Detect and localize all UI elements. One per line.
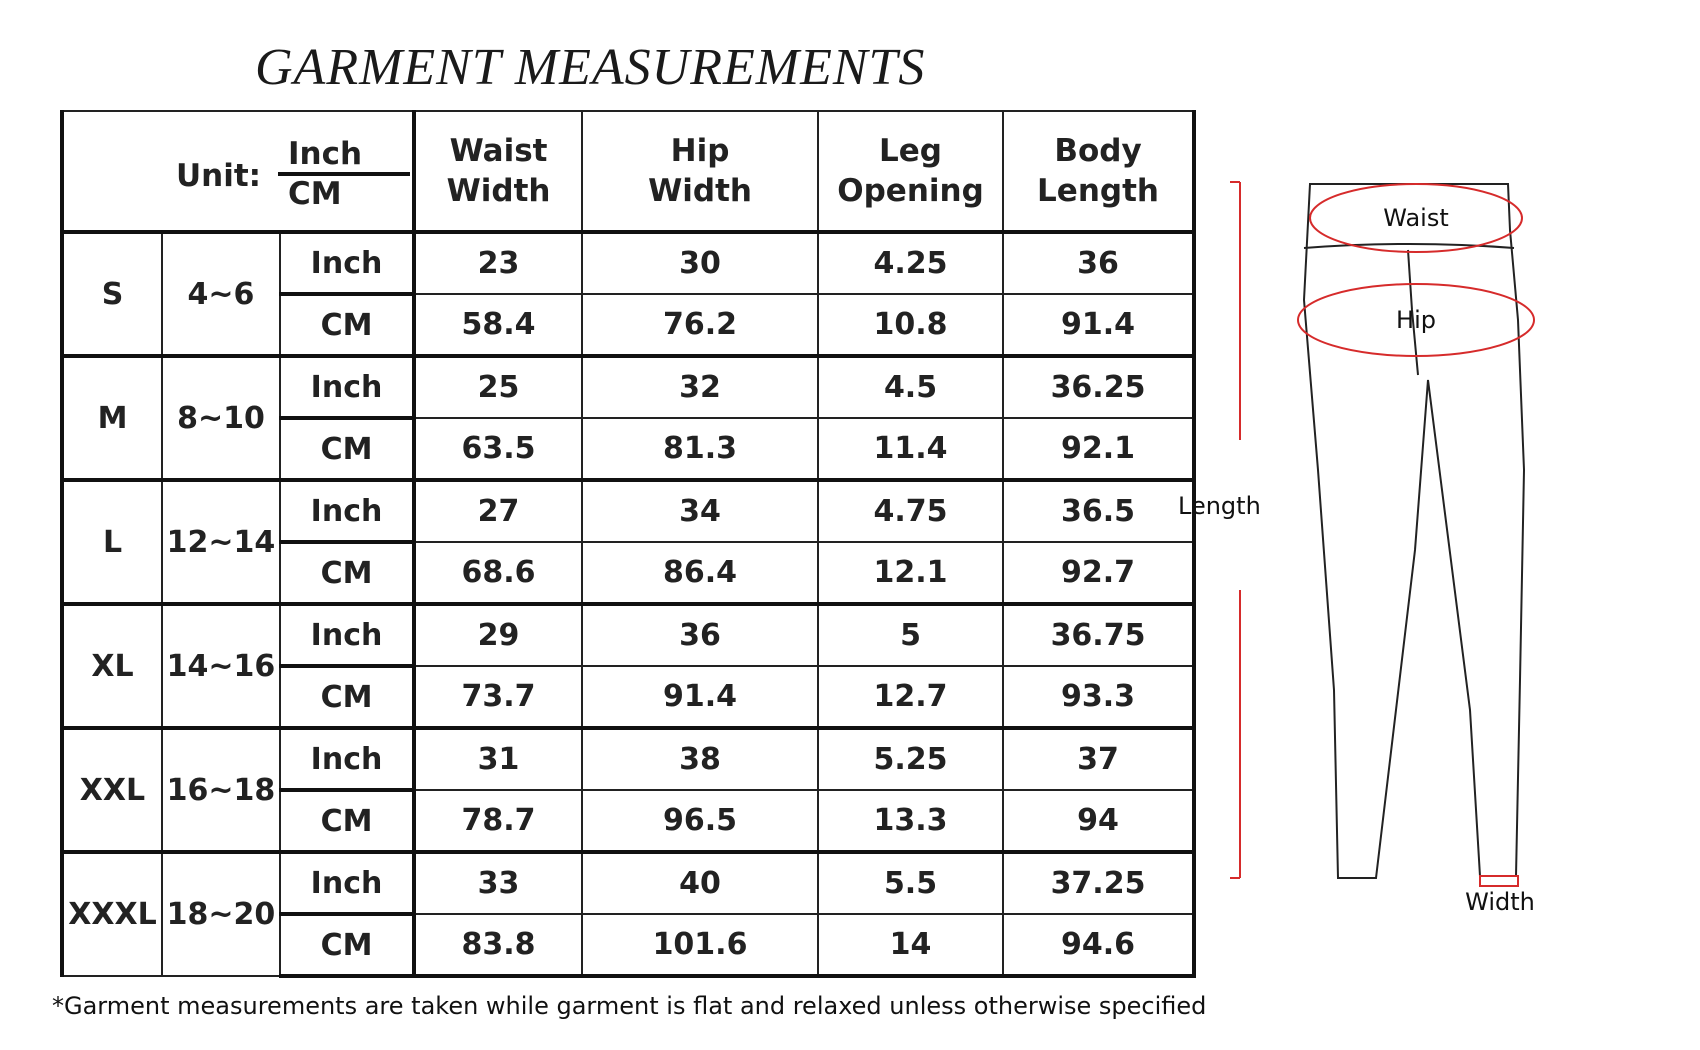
measurement-leg-cell: 13.3 <box>818 790 1003 852</box>
measurement-waist-cell: 29 <box>414 604 582 666</box>
size-cell: XXXL <box>62 852 162 976</box>
measurement-waist-cell: 78.7 <box>414 790 582 852</box>
size-cell: M <box>62 356 162 480</box>
measurement-length-cell: 91.4 <box>1003 294 1194 356</box>
size-chart-table <box>60 110 1196 978</box>
unit-cell: CM <box>280 418 414 480</box>
unit-inch-label: Inch <box>288 136 363 172</box>
measurement-leg-cell: 4.5 <box>818 356 1003 418</box>
measurement-length-cell: 37.25 <box>1003 852 1194 914</box>
measurement-waist-cell: 58.4 <box>414 294 582 356</box>
measurement-length-cell: 92.1 <box>1003 418 1194 480</box>
measurement-waist-cell: 27 <box>414 480 582 542</box>
measurement-hip-cell: 38 <box>582 728 818 790</box>
measurement-length-cell: 94.6 <box>1003 914 1194 976</box>
col-header-leg: Leg Opening <box>818 111 1003 232</box>
measurement-length-cell: 36.25 <box>1003 356 1194 418</box>
unit-cell: CM <box>280 542 414 604</box>
measurement-hip-cell: 96.5 <box>582 790 818 852</box>
page-title: GARMENT MEASUREMENTS <box>255 39 926 96</box>
measurement-leg-cell: 5.25 <box>818 728 1003 790</box>
unit-cell: CM <box>280 294 414 356</box>
measurement-length-cell: 37 <box>1003 728 1194 790</box>
length-label: Length <box>1178 492 1261 520</box>
unit-cell: Inch <box>280 232 414 294</box>
measurement-length-cell: 92.7 <box>1003 542 1194 604</box>
measurement-length-cell: 36.75 <box>1003 604 1194 666</box>
measurement-waist-cell: 68.6 <box>414 542 582 604</box>
unit-cell: CM <box>280 790 414 852</box>
measurement-leg-cell: 4.25 <box>818 232 1003 294</box>
measurement-leg-cell: 5 <box>818 604 1003 666</box>
table-row <box>62 852 1194 914</box>
measurement-hip-cell: 32 <box>582 356 818 418</box>
measurement-length-cell: 36.5 <box>1003 480 1194 542</box>
col-header-length: Body Length <box>1003 111 1194 232</box>
measurement-leg-cell: 12.7 <box>818 666 1003 728</box>
measurement-waist-cell: 31 <box>414 728 582 790</box>
measurement-leg-cell: 11.4 <box>818 418 1003 480</box>
size-cell: S <box>62 232 162 356</box>
measurement-hip-cell: 91.4 <box>582 666 818 728</box>
measurement-hip-cell: 101.6 <box>582 914 818 976</box>
unit-cell: CM <box>280 914 414 976</box>
measurement-hip-cell: 81.3 <box>582 418 818 480</box>
size-range-cell: 18~20 <box>162 852 280 976</box>
unit-cell: Inch <box>280 852 414 914</box>
width-marker <box>1465 876 1535 916</box>
table-row <box>62 356 1194 418</box>
measurement-hip-cell: 76.2 <box>582 294 818 356</box>
col-header-hip: Hip Width <box>582 111 818 232</box>
measurement-waist-cell: 83.8 <box>414 914 582 976</box>
waist-marker <box>1310 184 1522 252</box>
measurement-hip-cell: 36 <box>582 604 818 666</box>
measurement-length-cell: 94 <box>1003 790 1194 852</box>
size-range-cell: 4~6 <box>162 232 280 356</box>
leggings-diagram <box>1178 170 1650 930</box>
measurement-hip-cell: 34 <box>582 480 818 542</box>
unit-cell: Inch <box>280 356 414 418</box>
table-row <box>62 232 1194 294</box>
measurement-hip-cell: 86.4 <box>582 542 818 604</box>
measurement-leg-cell: 4.75 <box>818 480 1003 542</box>
unit-cm-label: CM <box>288 176 342 212</box>
size-range-cell: 12~14 <box>162 480 280 604</box>
table-row <box>62 480 1194 542</box>
size-range-cell: 14~16 <box>162 604 280 728</box>
measurement-hip-cell: 30 <box>582 232 818 294</box>
table-header-row <box>62 111 1194 232</box>
unit-cell: Inch <box>280 604 414 666</box>
measurement-leg-cell: 12.1 <box>818 542 1003 604</box>
unit-cell: CM <box>280 666 414 728</box>
measurement-length-cell: 93.3 <box>1003 666 1194 728</box>
unit-header-cell <box>62 111 414 232</box>
measurement-waist-cell: 63.5 <box>414 418 582 480</box>
measurement-waist-cell: 33 <box>414 852 582 914</box>
footnote: *Garment measurements are taken while garment is flat and relaxed unless otherwise specified <box>52 992 1207 1020</box>
measurement-leg-cell: 5.5 <box>818 852 1003 914</box>
unit-cell: Inch <box>280 480 414 542</box>
size-cell: XL <box>62 604 162 728</box>
col-header-waist: Waist Width <box>414 111 582 232</box>
hip-label: Hip <box>1396 306 1436 334</box>
waist-label: Waist <box>1383 204 1449 232</box>
measurement-waist-cell: 73.7 <box>414 666 582 728</box>
unit-cell: Inch <box>280 728 414 790</box>
table-row <box>62 728 1194 790</box>
unit-label: Unit: <box>176 158 262 194</box>
size-range-cell: 16~18 <box>162 728 280 852</box>
measurement-waist-cell: 25 <box>414 356 582 418</box>
size-cell: L <box>62 480 162 604</box>
measurement-leg-cell: 14 <box>818 914 1003 976</box>
width-label: Width <box>1465 888 1535 916</box>
measurement-waist-cell: 23 <box>414 232 582 294</box>
size-cell: XXL <box>62 728 162 852</box>
measurement-leg-cell: 10.8 <box>818 294 1003 356</box>
leggings-outline-icon <box>1304 184 1524 878</box>
measurement-hip-cell: 40 <box>582 852 818 914</box>
table-row <box>62 604 1194 666</box>
length-marker <box>1230 182 1240 878</box>
measurement-length-cell: 36 <box>1003 232 1194 294</box>
size-range-cell: 8~10 <box>162 356 280 480</box>
